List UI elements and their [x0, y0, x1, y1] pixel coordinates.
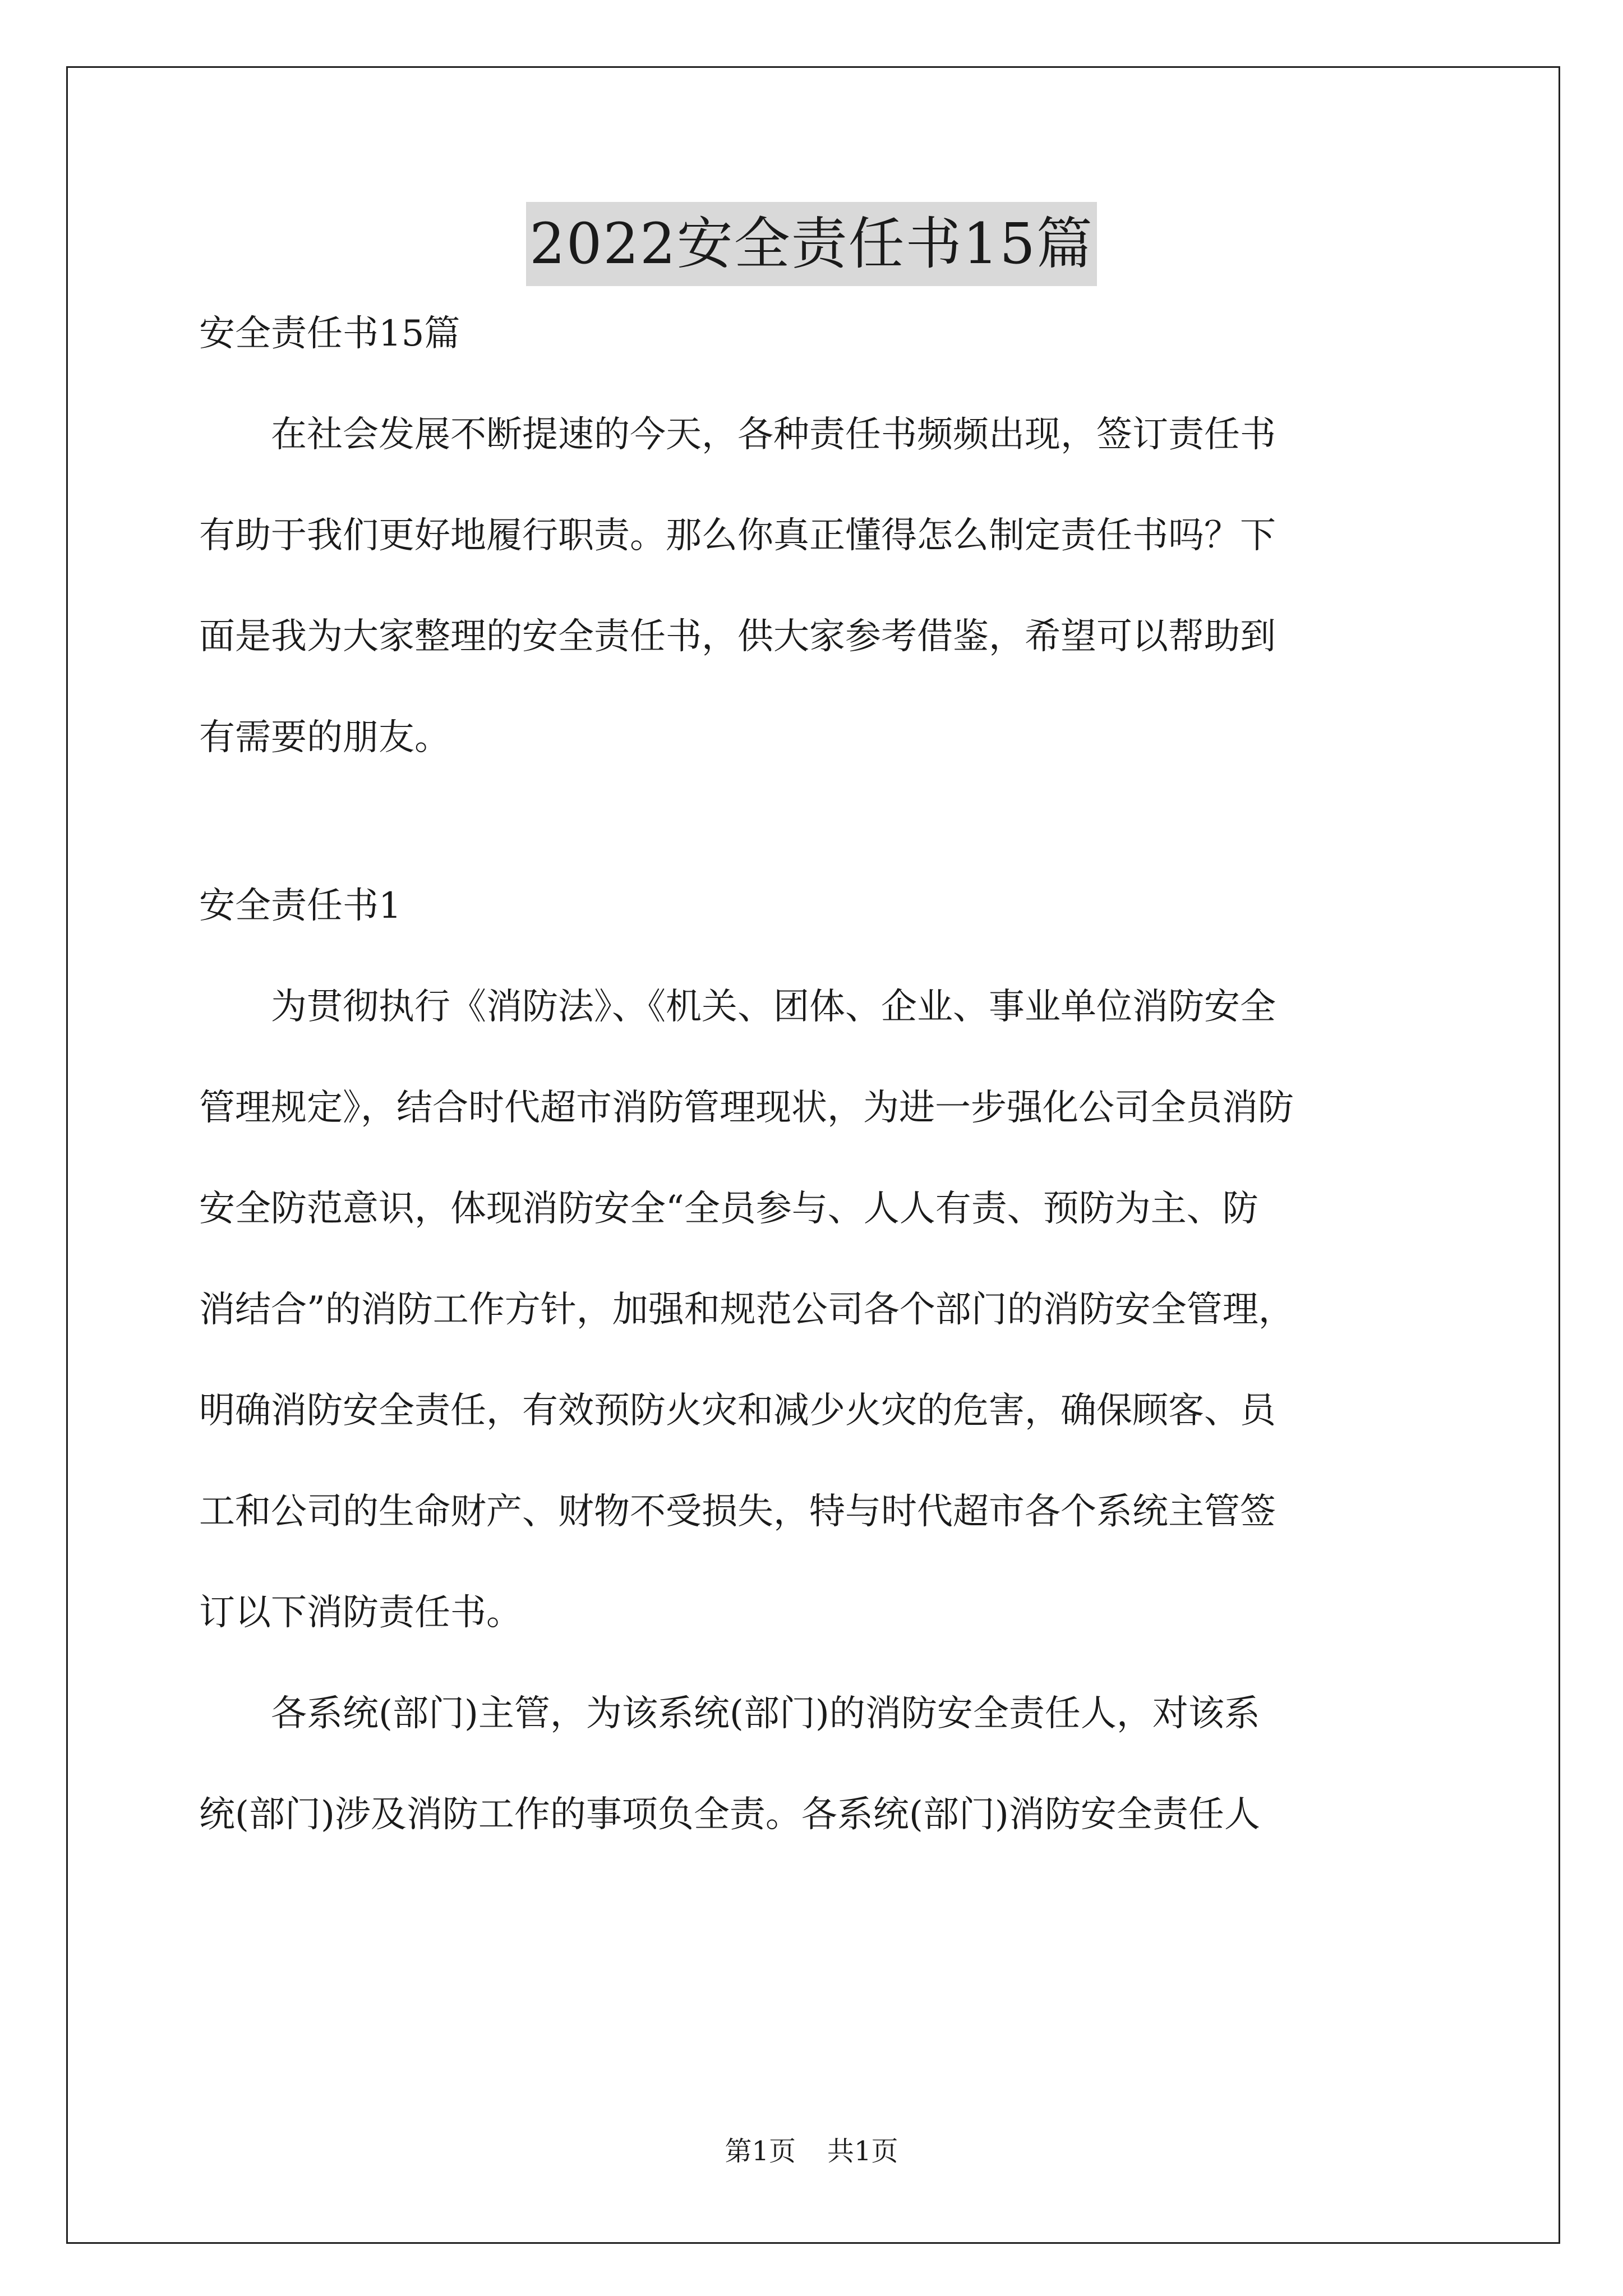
paragraph-line: 管理规定》，结合时代超市消防管理现状，为进一步强化公司全员消防: [199, 1087, 1294, 1129]
paragraph-line: 订以下消防责任书。: [199, 1592, 522, 1634]
paragraph-line: 在社会发展不断提速的今天，各种责任书频频出现，签订责任书: [199, 414, 1276, 455]
body-paragraph-2: [199, 1686, 1427, 1843]
page-number: 第1页: [725, 2136, 796, 2167]
document-title: 2022安全责任书15篇: [526, 202, 1097, 286]
title-container: [0, 202, 1623, 286]
page-footer: [0, 2134, 1623, 2168]
paragraph-line: 为贯彻执行《消防法》、《机关、团体、企业、事业单位消防安全: [199, 986, 1276, 1028]
body-paragraph-1: [199, 979, 1427, 1641]
paragraph-line: 有需要的朋友。: [199, 717, 450, 758]
paragraph-line: 工和公司的生命财产、财物不受损失，特与时代超市各个系统主管签: [199, 1491, 1276, 1533]
intro-paragraph: [199, 407, 1427, 766]
paragraph-line: 有助于我们更好地履行职责。那么你真正懂得怎么制定责任书吗？下: [199, 515, 1276, 556]
document-body: [199, 306, 1427, 1843]
paragraph-line: 安全防范意识，体现消防安全“全员参与、人人有责、预防为主、防: [199, 1188, 1258, 1230]
paragraph-line: 面是我为大家整理的安全责任书，供大家参考借鉴，希望可以帮助到: [199, 616, 1276, 657]
paragraph-line: 消结合”的消防工作方针，加强和规范公司各个部门的消防安全管理，: [199, 1289, 1294, 1331]
document-subtitle: 安全责任书15篇: [199, 313, 460, 355]
section-heading: 安全责任书1: [199, 885, 402, 927]
paragraph-line: 统(部门)涉及消防工作的事项负全责。各系统(部门)消防安全责任人: [199, 1794, 1260, 1835]
paragraph-line: 明确消防安全责任，有效预防火灾和减少火灾的危害，确保顾客、员: [199, 1390, 1276, 1432]
paragraph-line: 各系统(部门)主管，为该系统(部门)的消防安全责任人，对该系: [199, 1693, 1260, 1734]
page-total: 共1页: [827, 2136, 898, 2167]
